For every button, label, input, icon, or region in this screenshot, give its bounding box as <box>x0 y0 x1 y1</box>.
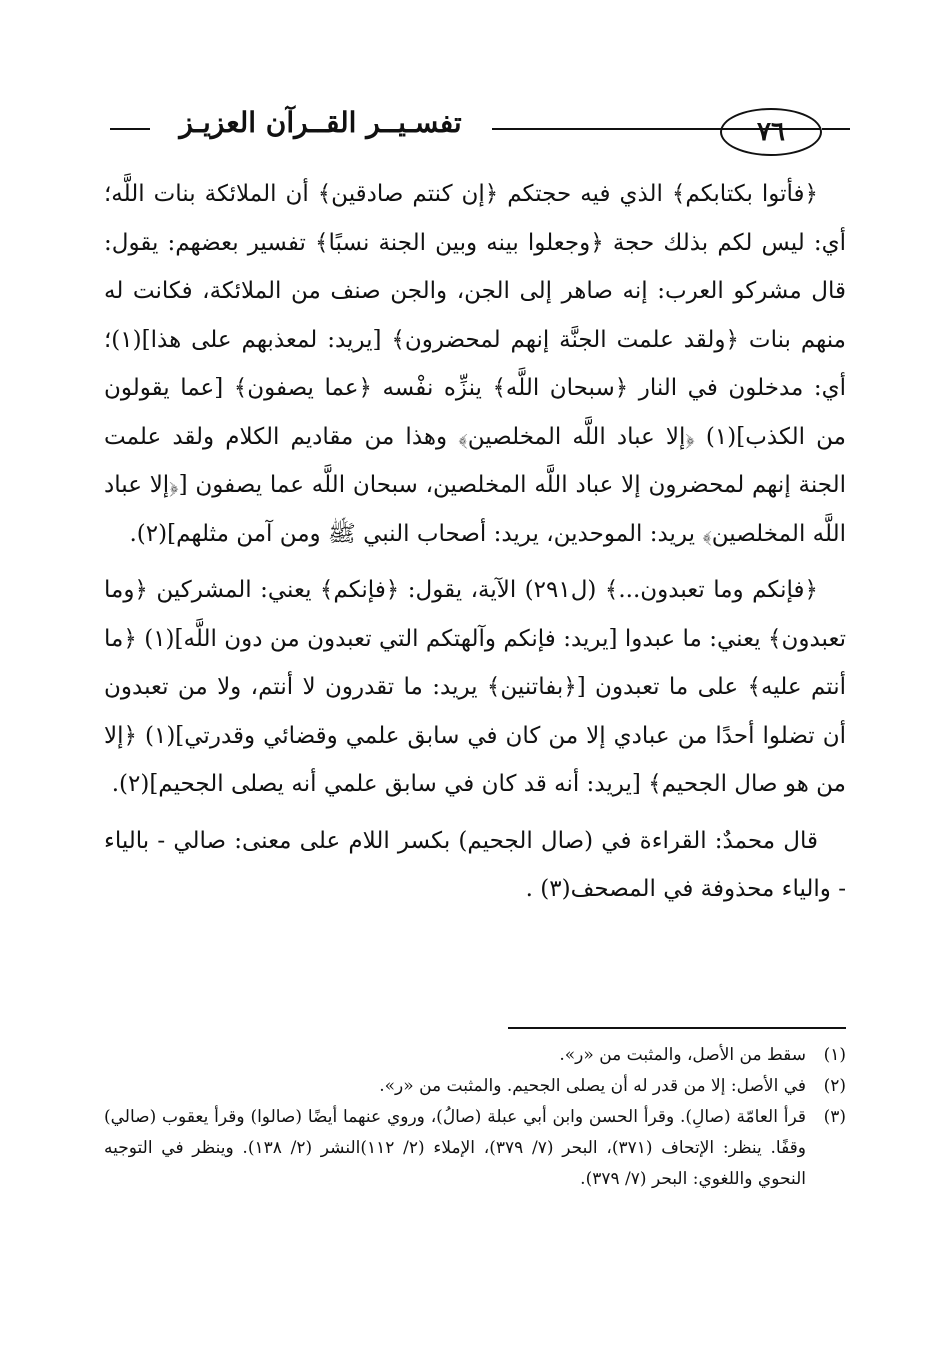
footnote-text: سقط من الأصل، والمثبت من «ر». <box>559 1045 806 1065</box>
page-header <box>100 100 850 160</box>
main-text <box>104 170 846 922</box>
header-rule-right <box>822 128 850 130</box>
footnote-text: قرأ العامّة (صالِ). وقرأ الحسن وابن أبي عبلة (صالُ)، وروي عنهما أيضًا (صالوا) وقرأ يعقوب (صالي) وقفًا. ينظر: الإتحاف (٣٧١)، البحر (٧/ ٣٧٩)، الإملاء (٢/ ١١٢)النشر (٢/ ١٣٨). وينظر في التوجيه النحوي واللغوي: البحر (٧/ ٣٧٩). <box>104 1107 806 1189</box>
footnote-text: في الأصل: إلا من قدر له أن يصلى الجحيم. والمثبت من «ر». <box>379 1076 806 1096</box>
footnote-3 <box>104 1102 846 1195</box>
paragraph-2: ﴿فإنكم وما تعبدون...﴾ (ل٢٩١) الآية، يقول: ﴿فإنكم﴾ يعني: المشركين ﴿وما تعبدون﴾ يعني: ما عبدوا [يريد: فإنكم وآلهتكم التي تعبدون من دون اللَّه](١) ﴿ما أنتم عليه﴾ على ما تعبدون [﴿بفاتنين﴾ يريد: ما تقدرون لا أنتم، ولا من تعبدون أن تضلوا أحدًا من عبادي إلا من كان في سابق علمي وقضائي وقدرتي](١) ﴿إلا من هو صال الجحيم﴾ [يريد: أنه قد كان في سابق علمي أنه يصلى الجحيم](٢). <box>104 577 846 797</box>
footnotes <box>104 1040 846 1195</box>
paragraph-3: قال محمدٌ: القراءة في (صال الجحيم) بكسر اللام على معنى: صالي - بالياء - والياء محذوفة في المصحف(٣) . <box>104 827 846 902</box>
page-number: ٧٦ <box>720 108 822 156</box>
footnote-separator <box>508 1027 846 1029</box>
footnote-2 <box>104 1071 846 1102</box>
paragraph-1: ﴿فأتوا بكتابكم﴾ الذي فيه حجتكم ﴿إن كنتم صادقين﴾ أن الملائكة بنات اللَّه؛ أي: ليس لكم بذلك حجة ﴿وجعلوا بينه وبين الجنة نسبًا﴾ تفسير بعضهم: يقول: قال مشركو العرب: إنه صاهر إلى الجن، والجن صنف من الملائكة، فكانت له منهم بنات ﴿ولقد علمت الجنَّة إنهم لمحضرون﴾ [يريد: لمعذبهم على هذا](١)؛ أي: مدخلون في النار ﴿سبحان اللَّه﴾ ينزِّه نفْسه ﴿عما يصفون﴾ [عما يقولون من الكذب](١) ﴿إلا عباد اللَّه المخلصين﴾ وهذا من مقاديم الكلام ولقد علمت الجنة إنهم لمحضرون إلا عباد اللَّه المخلصين، سبحان اللَّه عما يصفون [﴿إلا عباد اللَّه المخلصين﴾ يريد: الموحدين، يريد: أصحاب النبي ﷺ ومن آمن مثلهم](٢). <box>104 181 846 547</box>
running-title: تفسـيــر القــرآن العزيـز <box>179 106 462 139</box>
header-rule-left <box>110 128 150 130</box>
footnote-1 <box>104 1040 846 1071</box>
footnote-number: (٣) <box>823 1107 846 1127</box>
footnote-number: (١) <box>823 1045 846 1065</box>
footnote-number: (٢) <box>823 1076 846 1096</box>
